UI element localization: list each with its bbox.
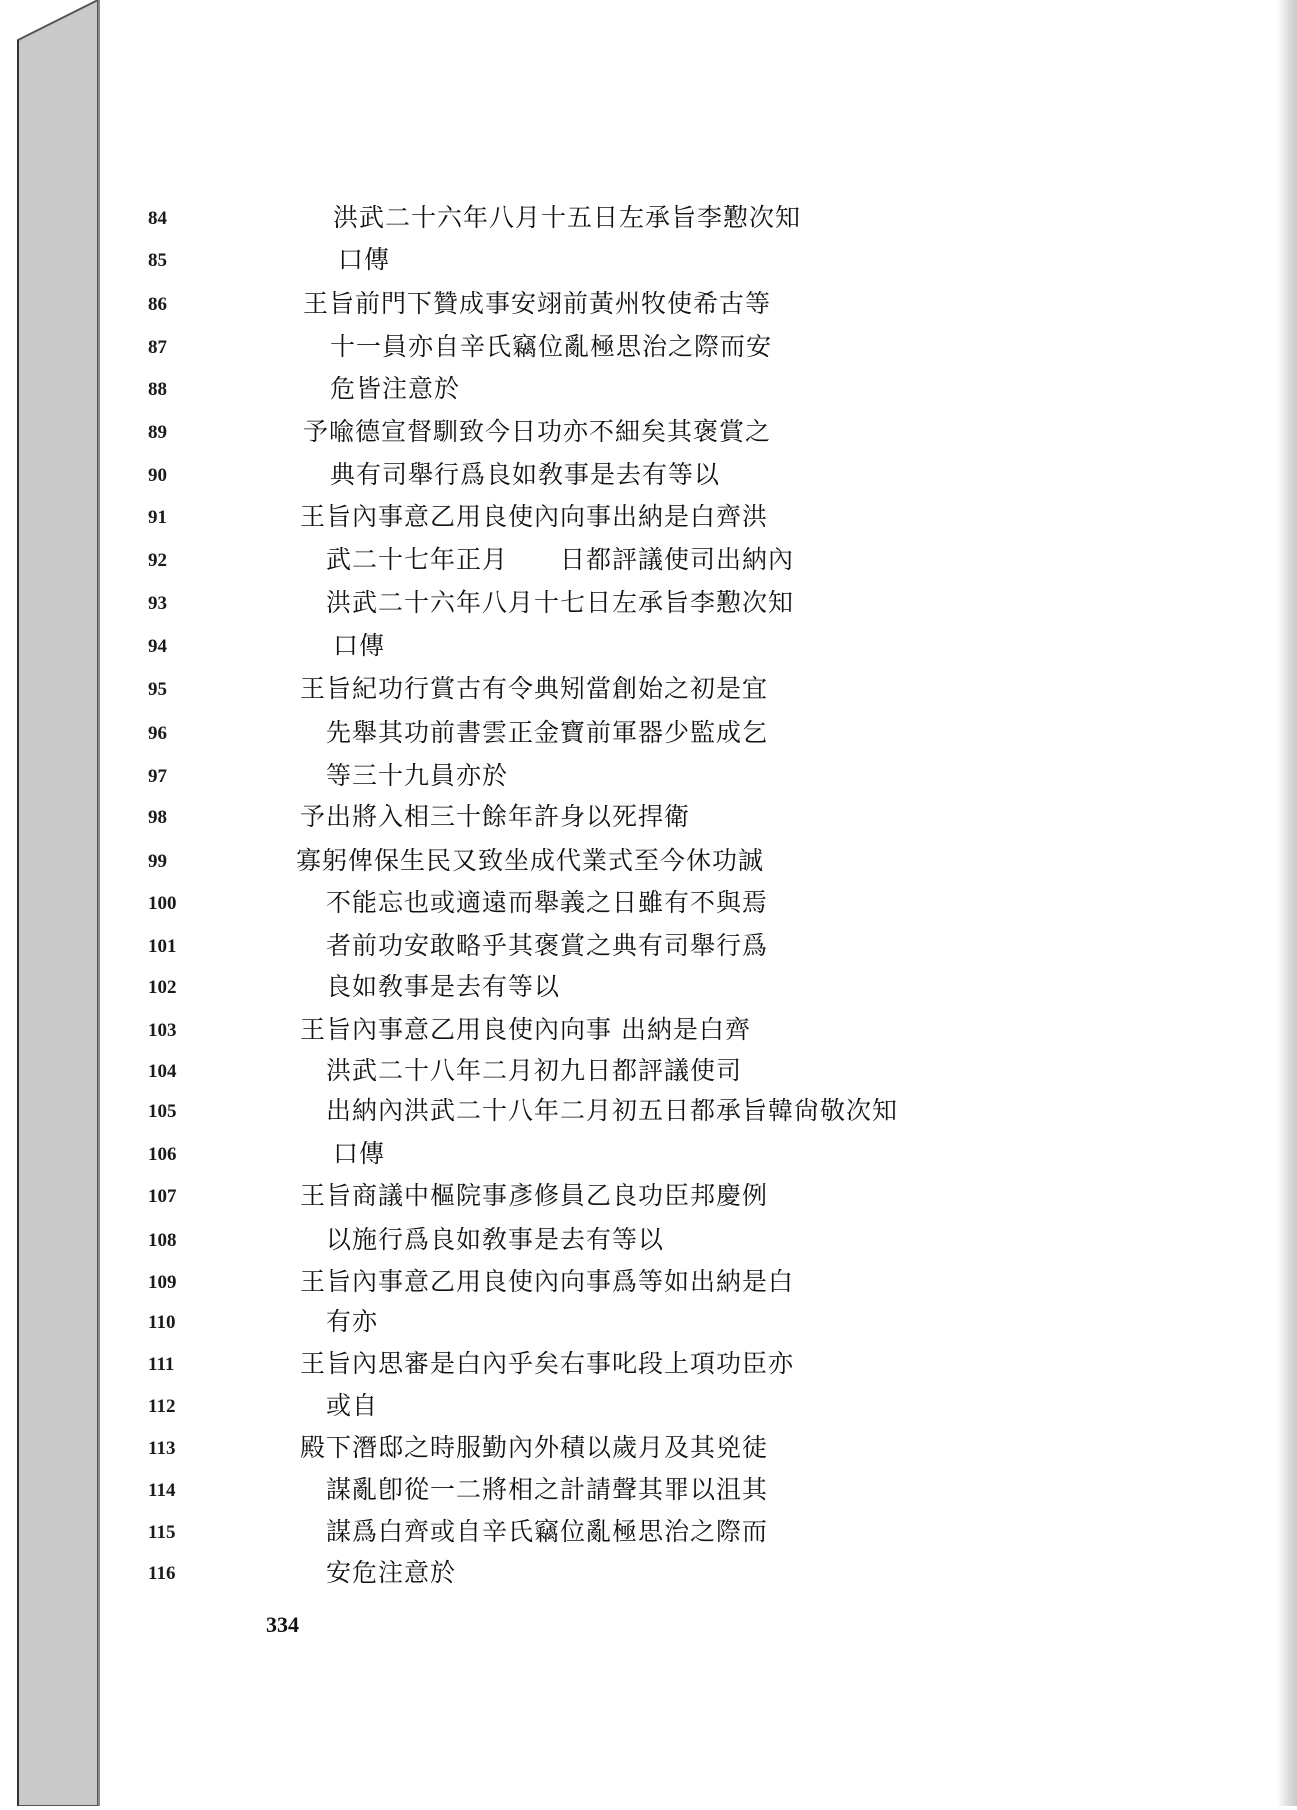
line-text: 等三十九員亦於 <box>326 761 509 790</box>
line-text: 十一員亦自辛氏竊位亂極思治之際而安 <box>330 332 773 361</box>
line-text: 謀亂卽從一二將相之計請聲其罪以沮其 <box>326 1475 769 1504</box>
line-text: 先舉其功前書雲正金寶前軍器少監成乞 <box>326 718 769 747</box>
line-text: 予出將入相三十餘年許身以死捍衛 <box>300 802 691 831</box>
line-number: 96 <box>148 723 167 744</box>
line-number: 90 <box>148 465 167 486</box>
line-text: 口傳 <box>338 245 391 274</box>
line-text: 謀爲白齊或自辛氏竊位亂極思治之際而 <box>326 1517 769 1546</box>
line-number: 88 <box>148 379 167 400</box>
line-text: 殿下潛邸之時服勤內外積以歲月及其兇徒 <box>300 1433 769 1462</box>
line-number: 111 <box>148 1354 175 1375</box>
line-number: 98 <box>148 807 167 828</box>
line-text: 者前功安敢略乎其褒賞之典有司舉行爲 <box>326 931 769 960</box>
line-text: 口傳 <box>333 1139 386 1168</box>
line-number: 108 <box>148 1230 177 1251</box>
line-number: 87 <box>148 337 167 358</box>
line-text: 王旨紀功行賞古有令典矧當創始之初是宜 <box>300 674 769 703</box>
line-text: 洪武二十六年八月十七日左承旨李懃次知 <box>326 588 795 617</box>
line-number: 102 <box>148 977 177 998</box>
line-number: 104 <box>148 1061 177 1082</box>
line-number: 116 <box>148 1563 176 1584</box>
line-number: 110 <box>148 1312 176 1333</box>
line-number: 109 <box>148 1272 177 1293</box>
line-number: 112 <box>148 1396 176 1417</box>
line-number: 115 <box>148 1522 176 1543</box>
line-text: 安危注意於 <box>326 1558 457 1587</box>
line-text: 武二十七年正月 日都評議使司出納內 <box>326 545 795 574</box>
line-number: 94 <box>148 636 167 657</box>
line-text: 有亦 <box>326 1307 379 1336</box>
line-number: 93 <box>148 593 167 614</box>
line-number: 114 <box>148 1480 176 1501</box>
line-number: 91 <box>148 507 167 528</box>
line-text: 典有司舉行爲良如敎事是去有等以 <box>330 460 721 489</box>
line-text: 王旨內事意乙用良使內向事 出納是白齊 <box>300 1015 751 1044</box>
line-number: 113 <box>148 1438 176 1459</box>
line-number: 97 <box>148 766 167 787</box>
line-number: 86 <box>148 294 167 315</box>
line-text: 王旨內事意乙用良使內向事爲等如出納是白 <box>300 1267 795 1296</box>
line-text: 王旨前門下贊成事安翊前黃州牧使希古等 <box>303 289 772 318</box>
line-text: 王旨內思審是白內乎矣右事叱段上項功臣亦 <box>300 1349 795 1378</box>
line-text: 予喩德宣督馴致今日功亦不細矣其褒賞之 <box>303 417 772 446</box>
line-text: 寡躬俾保生民又致坐成代業式至今休功誠 <box>296 846 765 875</box>
line-number: 105 <box>148 1101 177 1122</box>
line-text: 出納內洪武二十八年二月初五日都承旨韓尙敬次知 <box>326 1096 899 1125</box>
line-text: 或自 <box>326 1391 379 1420</box>
line-number: 100 <box>148 893 177 914</box>
line-number: 95 <box>148 679 167 700</box>
line-text: 良如敎事是去有等以 <box>326 972 561 1001</box>
line-text: 危皆注意於 <box>330 374 461 403</box>
line-number: 84 <box>148 208 167 229</box>
line-number: 92 <box>148 550 167 571</box>
line-number: 106 <box>148 1144 177 1165</box>
line-text: 王旨內事意乙用良使內向事出納是白齊洪 <box>300 502 769 531</box>
line-number: 85 <box>148 250 167 271</box>
line-text: 王旨商議中樞院事彥修員乙良功臣邦慶例 <box>300 1181 769 1210</box>
line-text: 洪武二十六年八月十五日左承旨李懃次知 <box>333 203 802 232</box>
line-number: 101 <box>148 936 177 957</box>
page-edge-shadow <box>1277 0 1297 1806</box>
line-number: 107 <box>148 1186 177 1207</box>
line-number: 89 <box>148 422 167 443</box>
line-text: 洪武二十八年二月初九日都評議使司 <box>326 1056 743 1085</box>
line-text: 不能忘也或適遠而舉義之日雖有不與焉 <box>326 888 769 917</box>
page-number: 334 <box>266 1612 299 1637</box>
line-number: 99 <box>148 851 167 872</box>
line-text: 口傳 <box>333 631 386 660</box>
line-number: 103 <box>148 1020 177 1041</box>
line-text: 以施行爲良如敎事是去有等以 <box>326 1225 665 1254</box>
